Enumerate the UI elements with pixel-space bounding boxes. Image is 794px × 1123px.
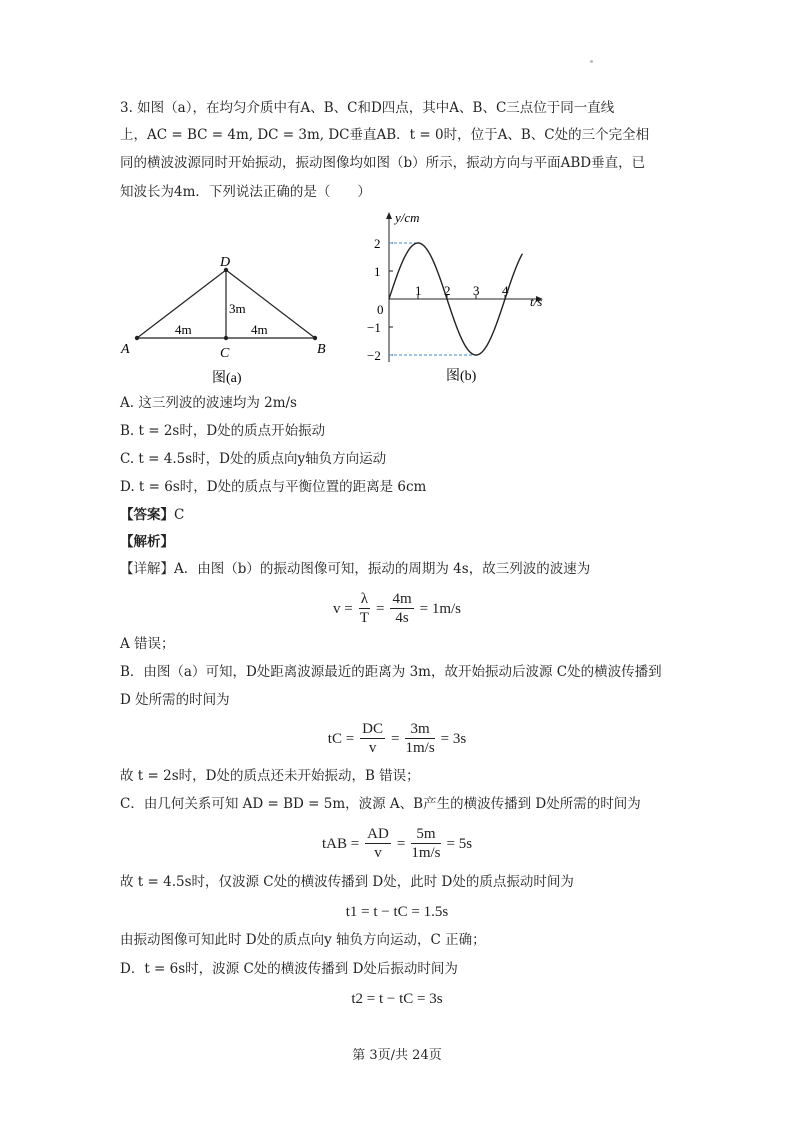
analysis-label: 【解析】	[120, 534, 174, 550]
question-line-2: 上，AC = BC = 4m, DC = 3m, DC垂直AB．t = 0时，位于A、B、C处的三个完全相	[120, 127, 650, 143]
solution-c-line-3: 由振动图像可知此时 D处的质点向y 轴负方向运动，C 正确；	[120, 932, 486, 948]
figure-a-triangle	[115, 250, 345, 390]
solution-c-line-1: C．由几何关系可知 AD = BD = 5m，波源 A、B产生的横波传播到 D处所需的时间为	[120, 796, 641, 812]
label-d: D	[220, 255, 231, 270]
solution-a-line-1: 【详解】A．由图（b）的振动图像可知，振动的周期为 4s，故三列波的波速为	[120, 561, 591, 577]
solution-b-line-3: 故 t = 2s时，D处的质点还未开始振动，B 错误；	[120, 768, 420, 784]
x-tick-label: 1	[415, 283, 422, 298]
x-tick-label: 4	[502, 283, 509, 298]
y-tick-label: 1	[374, 264, 381, 279]
label-c: C	[220, 346, 230, 361]
y-tick-label: 2	[374, 236, 381, 251]
question-line-1: 3. 如图（a），在均匀介质中有A、B、C和D四点，其中A、B、C三点位于同一直线	[120, 100, 615, 116]
option-c: C. t = 4.5s时，D处的质点向y轴负方向运动	[120, 451, 387, 467]
scan-speck	[590, 60, 593, 63]
origin-label: 0	[377, 302, 384, 317]
label-b: B	[317, 342, 326, 357]
x-axis-label: t/s	[530, 294, 543, 309]
y-tick-label: −2	[367, 348, 381, 363]
answer-value: C	[174, 507, 185, 523]
figure-b-vibration-graph	[360, 204, 560, 390]
solution-d-line-1: D．t = 6s时，波源 C处的横波传播到 D处后振动时间为	[120, 961, 458, 977]
label-a: A	[121, 342, 130, 357]
figure-b-caption: 图(b)	[446, 369, 477, 384]
y-axis-label: y/cm	[395, 210, 420, 225]
equation-2: tC = $\frac{DC}{v}$ = $\frac{3m}{1m/s}$ = 3s	[327, 721, 467, 756]
question-line-3: 同的横波波源同时开始振动，振动图像均如图（b）所示，振动方向与平面ABD垂直，已	[120, 155, 646, 171]
option-a: A. 这三列波的波速均为 2m/s	[120, 395, 297, 411]
solution-b-line-2: D 处所需的时间为	[120, 692, 230, 708]
answer-line	[120, 505, 184, 525]
x-tick-label: 2	[444, 283, 451, 298]
question-line-4: 知波长为4m．下列说法正确的是（ ）	[120, 184, 371, 200]
page-footer: 第 3页/共 24页	[352, 1048, 442, 1063]
length-ac: 4m	[175, 322, 192, 337]
solution-a-line-2: A 错误；	[120, 636, 175, 652]
length-dc: 3m	[229, 301, 246, 316]
figure-a-caption: 图(a)	[212, 371, 242, 386]
option-d: D. t = 6s时，D处的质点与平衡位置的距离是 6cm	[120, 479, 427, 495]
equation-3: tAB = $\frac{AD}{v}$ = $\frac{5m}{1m/s}$ = 5s	[321, 826, 473, 861]
equation-1: v = $\frac{\lambda}{T}$ = $\frac{4m}{4s}$ = 1m/s	[332, 591, 462, 626]
equation-4: t1 = t − tC = 1.5s	[345, 904, 449, 920]
x-tick-label: 3	[473, 283, 480, 298]
answer-label: 【答案】	[120, 507, 174, 523]
length-cb: 4m	[251, 322, 268, 337]
solution-b-line-1: B．由图（a）可知，D处距离波源最近的距离为 3m，故开始振动后波源 C处的横波传播到	[120, 664, 662, 680]
option-b: B. t = 2s时，D处的质点开始振动	[120, 423, 326, 439]
equation-5: t2 = t − tC = 3s	[351, 991, 443, 1007]
y-tick-label: −1	[367, 320, 381, 335]
solution-c-line-2: 故 t = 4.5s时，仅波源 C处的横波传播到 D处，此时 D处的质点振动时间为	[120, 874, 574, 890]
